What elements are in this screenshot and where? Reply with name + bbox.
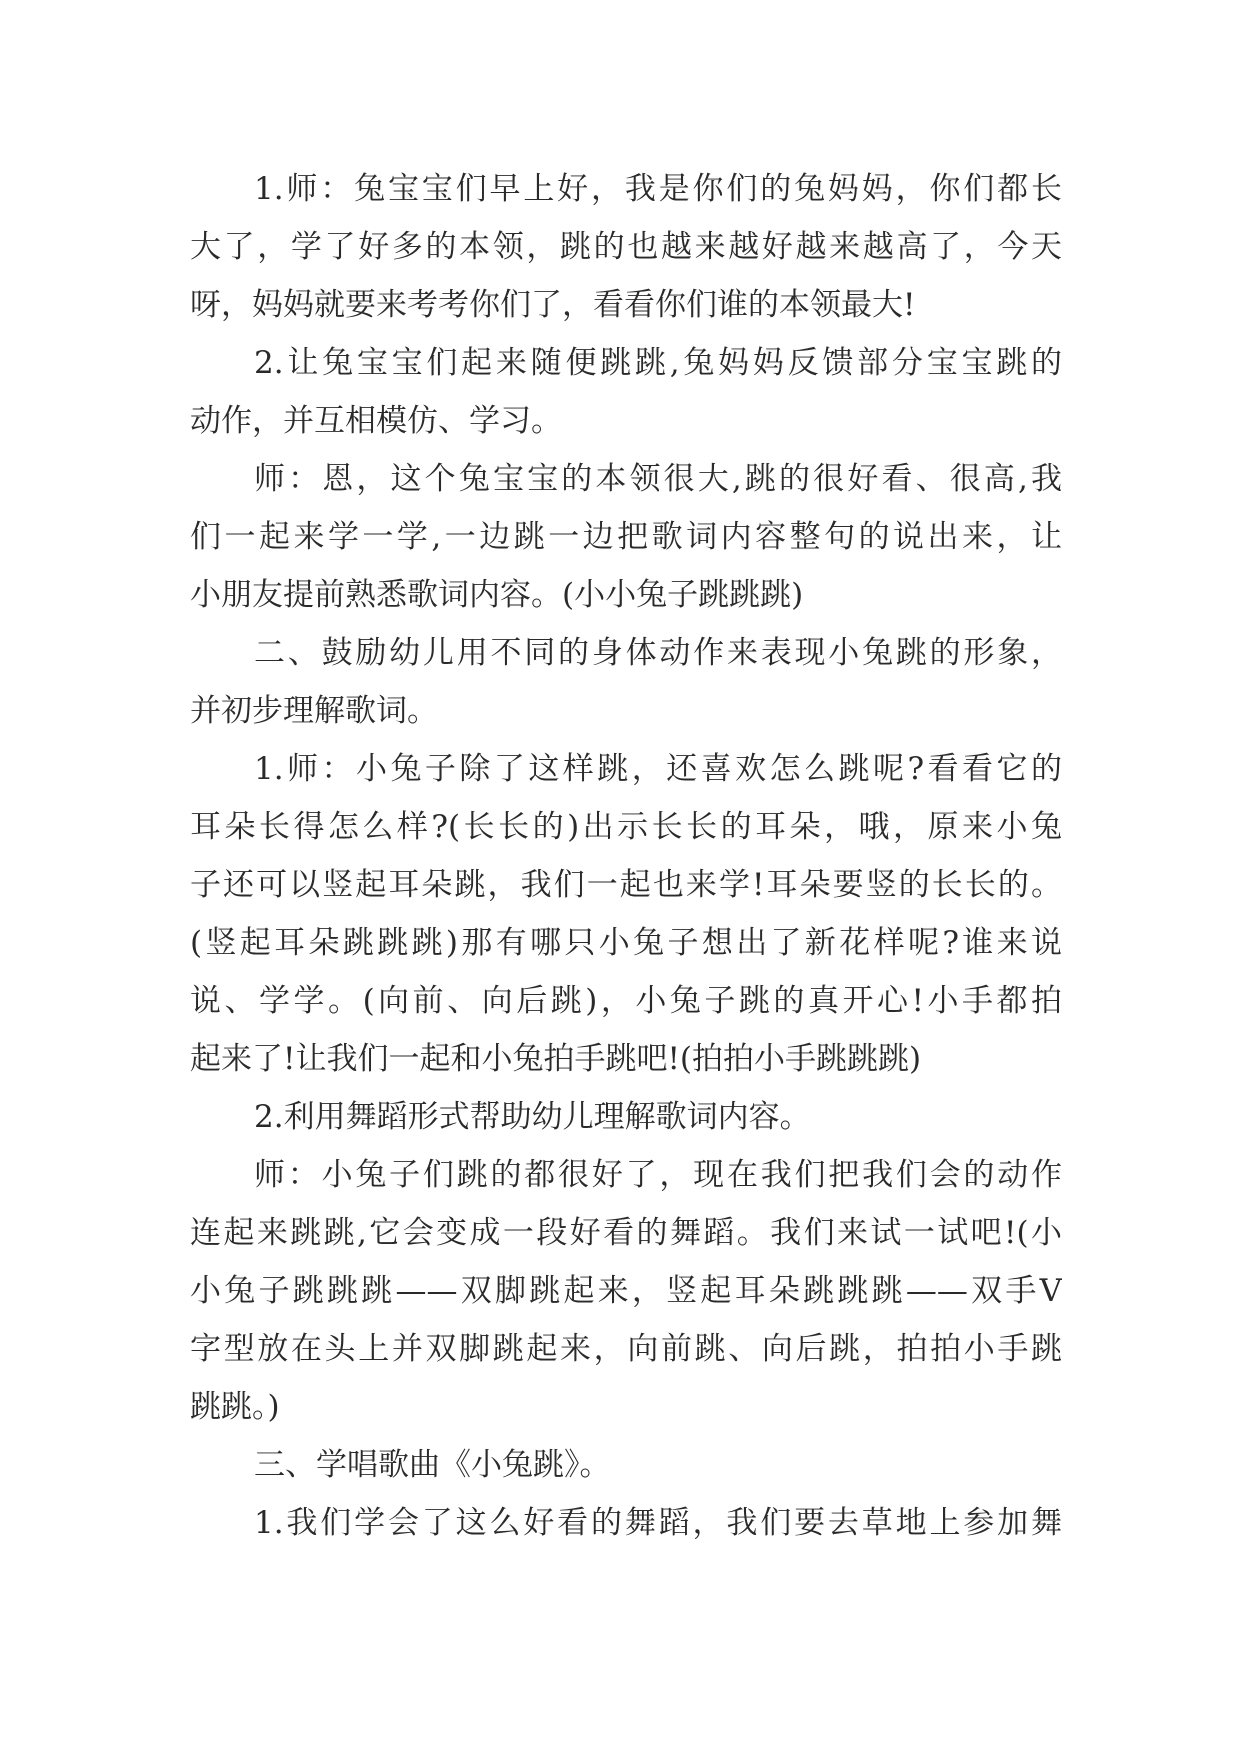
paragraph-line: 2.利用舞蹈形式帮助幼儿理解歌词内容。: [254, 1099, 811, 1135]
paragraph-line: 大了，学了好多的本领，跳的也越来越好越来越高了，今天: [190, 229, 1062, 265]
paragraph-line: 1.我们学会了这么好看的舞蹈，我们要去草地上参加舞: [254, 1505, 1062, 1541]
paragraph-line: 师：小兔子们跳的都很好了，现在我们把我们会的动作: [254, 1157, 1062, 1193]
paragraph-line: 子还可以竖起耳朵跳，我们一起也来学!耳朵要竖的长长的。: [190, 867, 1062, 903]
paragraph-line: 动作，并互相模仿、学习。: [190, 403, 562, 439]
paragraph-line: 起来了!让我们一起和小兔拍手跳吧!(拍拍小手跳跳跳): [190, 1041, 922, 1077]
paragraph-line: 字型放在头上并双脚跳起来，向前跳、向后跳，拍拍小手跳: [190, 1331, 1062, 1367]
paragraph-line: 小兔子跳跳跳——双脚跳起来，竖起耳朵跳跳跳——双手V: [190, 1273, 1062, 1309]
paragraph-line: 1.师：小兔子除了这样跳，还喜欢怎么跳呢?看看它的: [254, 751, 1062, 787]
paragraph-line: 2.让兔宝宝们起来随便跳跳,兔妈妈反馈部分宝宝跳的: [254, 345, 1062, 381]
paragraph-line: 呀，妈妈就要来考考你们了，看看你们谁的本领最大!: [190, 287, 916, 323]
paragraph-line: 师：恩，这个兔宝宝的本领很大,跳的很好看、很高,我: [254, 461, 1062, 497]
paragraph-line: 1.师：兔宝宝们早上好，我是你们的兔妈妈，你们都长: [254, 171, 1062, 207]
paragraph-line: (竖起耳朵跳跳跳)那有哪只小兔子想出了新花样呢?谁来说: [190, 925, 1062, 961]
paragraph-line: 连起来跳跳,它会变成一段好看的舞蹈。我们来试一试吧!(小: [190, 1215, 1062, 1251]
paragraph-line: 小朋友提前熟悉歌词内容。(小小兔子跳跳跳): [190, 577, 804, 613]
paragraph-line: 们一起来学一学,一边跳一边把歌词内容整句的说出来，让: [190, 519, 1062, 555]
document-body: [190, 160, 1062, 1552]
paragraph-line: 耳朵长得怎么样?(长长的)出示长长的耳朵，哦，原来小兔: [190, 809, 1062, 845]
section-heading-line: 二、鼓励幼儿用不同的身体动作来表现小兔跳的形象，: [254, 635, 1062, 671]
section-heading-line: 三、学唱歌曲《小兔跳》。: [254, 1447, 611, 1483]
paragraph-line: 说、学学。(向前、向后跳)，小兔子跳的真开心!小手都拍: [190, 983, 1062, 1019]
section-heading-line: 并初步理解歌词。: [190, 693, 438, 729]
paragraph-line: 跳跳。): [190, 1389, 280, 1425]
